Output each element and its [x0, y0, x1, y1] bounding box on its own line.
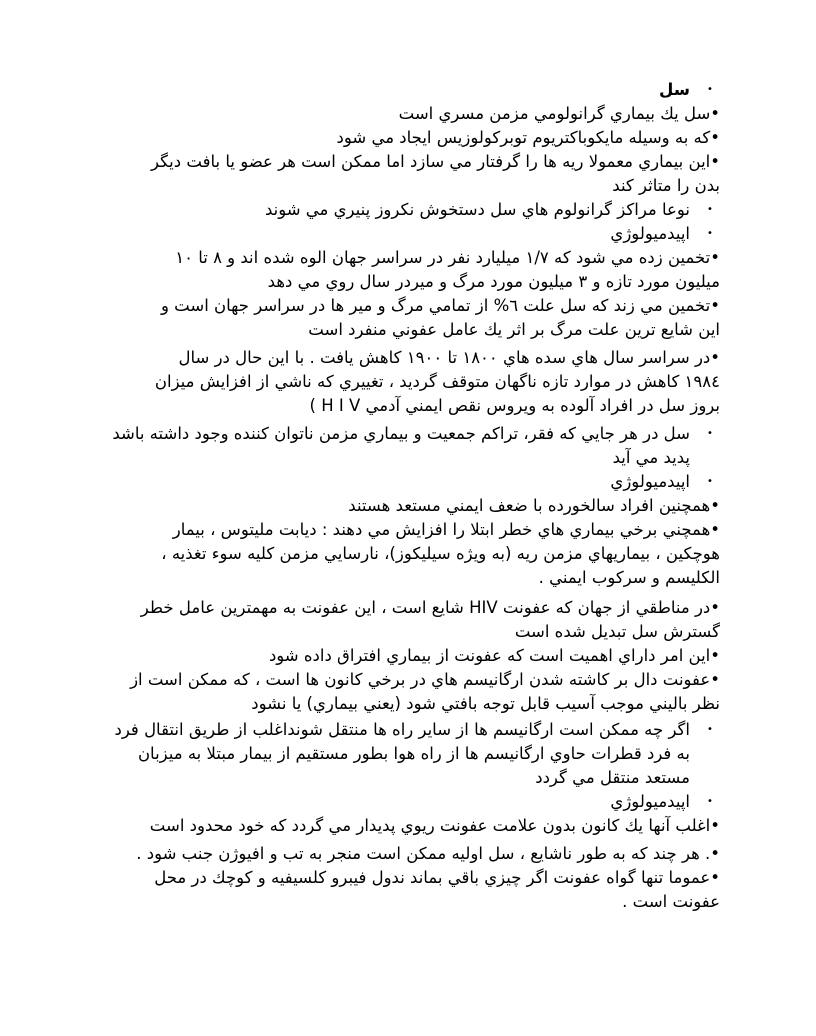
paragraph: [337, 126, 720, 150]
text-line: •سل يك بيماري گرانولومي مزمن مسري است: [398, 104, 720, 123]
text-line: •اغلب آنها يك كانون بدون علامت عفونت ريوي پديدار مي گردد كه خود محدود است: [149, 816, 720, 835]
text-line: اين شايع ترين علت مرگ بر اثر يك عامل عفوني منفرد است: [308, 320, 720, 339]
paragraph: [175, 246, 720, 294]
paragraph: [154, 866, 720, 914]
text-line: •عموما تنها گواه عفونت اگر چيزي باقي بماند ندول فيبرو كلسيفيه و كوچك در محل: [154, 868, 720, 887]
outer-bullet: •: [707, 476, 713, 487]
text-line: اگر چه ممكن است ارگانيسم ها از ساير راه ها منتقل شونداغلب از طريق انتقال فرد: [114, 720, 690, 739]
paragraph: [161, 518, 720, 590]
text-line: مستعد منتقل مي گردد: [535, 768, 690, 787]
text-line: ۱۹۸٤ كاهش در موارد تازه ناگهان متوقف گرديد ، تغييري كه ناشي از افزايش ميزان: [154, 372, 720, 391]
section-title: [659, 78, 690, 102]
outer-bullet: •: [707, 428, 713, 439]
paragraph: [155, 346, 720, 418]
text-line: سل: [659, 80, 690, 99]
paragraph: [265, 198, 690, 222]
outer-bullet: •: [707, 228, 713, 239]
text-line: اپيدميولوژي: [610, 792, 690, 811]
outer-bullet: •: [707, 84, 713, 95]
text-line: •اين امر داراي اهميت است كه عفونت از بيماري افتراق داده شود: [268, 646, 720, 665]
text-line: الكليسم و سركوب ايمني .: [538, 568, 720, 587]
text-line: سل در هر جايي كه فقر، تراكم جمعيت و بيماري مزمن ناتوان كننده وجود داشته باشد: [112, 424, 690, 443]
text-line: •تخمين زده مي شود كه ۱/۷ ميليارد نفر در سراسر جهان الوه شده اند و ۸ تا ۱۰: [175, 248, 720, 267]
paragraph: [150, 814, 720, 838]
text-line: ميليون مورد تازه و ۳ ميليون مورد مرگ و ميردر سال روي مي دهد: [267, 272, 720, 291]
text-line: •در مناطقي از جهان كه عفونت HIV شايع است ، اين عفونت به مهمترين عامل خطر: [140, 598, 720, 617]
text-line: اپيدميولوژي: [610, 472, 690, 491]
outer-bullet: •: [707, 204, 713, 215]
text-line: •همچنين افراد سالخورده با ضعف ايمني مستعد هستند: [348, 496, 720, 515]
text-line: بدن را متاثر كند: [612, 176, 720, 195]
text-line: عفونت است .: [622, 892, 720, 911]
paragraph: [114, 718, 690, 790]
section-heading: [610, 790, 690, 814]
text-line: هوچكين ، بيماريهاي مزمن ريه (به ويژه سيليكوز)، نارسايي مزمن كليه سوء تغذيه ،: [161, 544, 720, 563]
text-line: •عفونت دال بر كاشته شدن ارگانيسم هاي در برخي كانون ها است ، كه ممكن است از: [130, 670, 720, 689]
paragraph: [348, 494, 720, 518]
outer-bullet: •: [707, 796, 713, 807]
paragraph: [151, 150, 720, 198]
section-heading: [610, 222, 690, 246]
paragraph: [130, 668, 720, 716]
text-line: پديد مي آيد: [612, 448, 690, 467]
text-line: به فرد قطرات حاوي ارگانيسم ها از راه هوا بطور مستقيم از بيمار مبتلا به ميزبان: [137, 744, 690, 763]
text-line: •همچني برخي بيماري هاي خطر ابتلا را افزايش مي دهند : ديابت مليتوس ، بيمار: [172, 520, 720, 539]
text-line: •اين بيماري معمولا ريه ها را گرفتار مي سازد اما ممكن است هر عضو يا بافت ديگر: [150, 152, 720, 171]
text-line: بروز سل در افراد آلوده به ويروس نقص ايمني آدمي H I V ): [309, 396, 720, 415]
text-line: •كه به وسيله مايكوباكتريوم توبركولوزيس ايجاد مي شود: [336, 128, 720, 147]
paragraph: [141, 596, 720, 644]
paragraph: [269, 644, 720, 668]
outer-bullet: •: [707, 724, 713, 735]
text-line: گسترش سل تبديل شده است: [514, 622, 720, 641]
text-line: •در سراسر سال هاي سده هاي ۱۸۰۰ تا ۱۹۰۰ كاهش يافت . با اين حال در سال: [178, 348, 720, 367]
section-heading: [610, 470, 690, 494]
paragraph: [112, 422, 690, 470]
paragraph: [161, 294, 720, 342]
text-line: اپيدميولوژي: [610, 224, 690, 243]
text-line: •. هر چند كه به طور ناشايع ، سل اوليه ممكن است منجر به تب و افيوژن جنب شود .: [136, 844, 720, 863]
paragraph: [399, 102, 720, 126]
text-line: •تخمين مي زند كه سل علت ٦% از تمامي مرگ و مير ها در سراسر جهان است و: [160, 296, 720, 315]
text-line: نوعا مراكز گرانولوم هاي سل دستخوش نكروز پنيري مي شوند: [264, 200, 690, 219]
text-line: نظر باليني موجب آسيب قابل توجه بافتي شود (يعني بيماري) يا نشود: [251, 694, 720, 713]
paragraph: [136, 842, 720, 866]
